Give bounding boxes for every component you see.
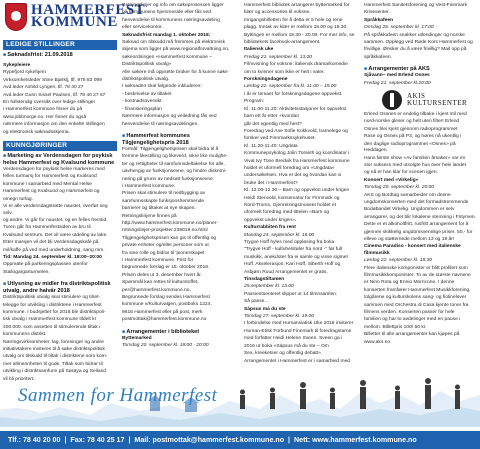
event-date: Lørdag 22. september kl. 18:30 bbox=[364, 258, 432, 264]
announcement-line: retningslinjer-prosjekter.238019.no.html bbox=[122, 228, 208, 234]
announcement-line: Begrunnede forslag sendes Hammerfest bbox=[122, 295, 210, 301]
section-heading-library: ■ Arrangementer i biblioteket bbox=[122, 329, 239, 336]
column-1 bbox=[3, 40, 117, 384]
event-line: undersøkelsen. Hva er det og hvordan kan vi bbox=[244, 173, 342, 179]
event-line: mellom. Billettpris 100/ 50 kr. bbox=[364, 324, 427, 330]
announcement-line: Retningslinjene finnes på bbox=[122, 213, 177, 219]
announcement-line: tisk utvalg i Hammerfest kommune tildelt kr bbox=[3, 317, 97, 323]
event-line: Hans første show «Av familien årsaker» var en bbox=[364, 155, 466, 161]
akis-logo bbox=[382, 90, 478, 110]
event-title[interactable]: Byttemarked bbox=[122, 335, 152, 341]
text-line: Hammerfest bibliotek arrangerer byttemarked for bbox=[244, 3, 350, 8]
event-line: Hoff. Akselerasjon: Kari Hoff, Siberth Hoff og bbox=[244, 262, 341, 268]
job-title[interactable]: Sykepleiere bbox=[3, 63, 31, 68]
job-detail-line: nærmere informasjon om den enkelte stillingen bbox=[3, 122, 105, 128]
announcement-line: utvalg om tilskudd til tiltak i distriktene som kom- bbox=[3, 354, 108, 360]
job-detail-line: www.jobbnorge.no. Her finner du også bbox=[3, 114, 87, 120]
footer-separator: | bbox=[128, 436, 131, 444]
event-line: I forbindelse med Humansiatisk Uke 2018 inviterer bbox=[244, 321, 354, 327]
announcement-line: 9616 Hammerfest eller på post, merk bbox=[122, 309, 203, 315]
event-line: På språkkafeen snakker utlendinger og norske bbox=[364, 32, 465, 38]
event-date: Torsdag 20. september kl. 18:00 - 20:00 bbox=[122, 343, 209, 349]
event-line: og nå er han klar for scenen igjen. bbox=[364, 170, 438, 176]
event-line: Asbjørn Ruud Arrangementet er gratis. bbox=[244, 269, 328, 275]
announcement-line: fremme likestilling og likeverd, sikre like mulighe- bbox=[122, 154, 228, 160]
event-line: Filmvisning for voksne: italiensk drama/komedie bbox=[244, 62, 348, 68]
announcement-title: ■ Marketing av Verdensdagen for psykisk helse Hammerfest og Kvalsund kommune bbox=[3, 153, 117, 167]
event-line: Rase og Osnes på P3, og høres nå ukentlig i bbox=[364, 134, 462, 140]
announcement-line: fra sine rolle og bidrar til 'pionerskapet bbox=[122, 250, 205, 256]
event-line: familien og har to avdelinger med en pause i bbox=[364, 317, 461, 323]
column-4 bbox=[364, 3, 478, 347]
event-line: muskikk, anekdoter fra ei samle og visse sigmet bbox=[244, 254, 348, 260]
contact-footer bbox=[0, 431, 480, 449]
announcement-line: Formål: Tilgjengelighetsprisen skal bidra til å bbox=[122, 146, 219, 152]
event-title[interactable]: Cinema Paradiso - konsert med italienske filmmusikk bbox=[364, 244, 461, 256]
footer-web[interactable]: Nett: www.hammerfest.kommune.no bbox=[294, 436, 417, 444]
logo-line-2: KOMMUNE bbox=[31, 14, 118, 30]
announcement-line: initiativtakere inviteres til å søke distriktspolitisk bbox=[3, 347, 105, 352]
announcement-line: Stallogargarturmelen. bbox=[3, 269, 50, 275]
announcement-line: nering på grunn av nedsatt funksjonsevne bbox=[122, 176, 213, 182]
announcement-line: Turen går fra Hammerfestsiden av bru til bbox=[3, 225, 91, 231]
event-date: Mandag 24. september kl. 18.00 bbox=[244, 232, 315, 238]
announcement-line: http://www.hammerfest.kommune.no/planer- bbox=[122, 220, 218, 226]
event-date: Torsdag 20. september kl. 20:00 bbox=[364, 185, 434, 191]
text-line: henvendelse til næringsavdelingen. bbox=[122, 121, 199, 127]
event-line: arrangører, og det blir lokalene stemning i Fritymen. bbox=[364, 214, 476, 220]
event-line: Kommunepsykolog Jolin Torseth og koordinator i bbox=[244, 151, 350, 157]
announcement-line: Prisen deles ut 3. desember hvert år. bbox=[122, 272, 202, 278]
event-line: sammen. Opplegg ved Røde Kors Hammerfest og bbox=[364, 40, 473, 46]
event-line: nord-norske gleser og helt uten filter! Erlend bbox=[364, 119, 460, 125]
event-line: elleve og støtternede mellom 13 og 19 år! bbox=[364, 236, 455, 242]
column-2 bbox=[122, 3, 239, 350]
event-line: Billetter til alle arrangementer kan kjøpes på bbox=[364, 332, 460, 338]
application-deadline: Søknadsfrist mandag 1. oktober 2018. bbox=[122, 32, 211, 38]
event-line: stor suksess med utsolgte hus over hele landet bbox=[364, 162, 466, 168]
event-line: Flere italienske komponister er blitt profilert som bbox=[364, 265, 468, 271]
event-line: Nord-Troms, Gjenreisingsmuseet holdet et bbox=[244, 202, 336, 208]
announcement-line: Etter marsjen vil det bli Verdensdagskafé på bbox=[3, 240, 99, 246]
job-detail-line: En fullstendig oversikt over ledige stillinger bbox=[3, 100, 96, 106]
event-date: Onsdag 26. september kl. 17:00 bbox=[364, 25, 434, 31]
event-date: Lørdag 22. september fra kl. 11.00 – 15.00 bbox=[244, 84, 337, 90]
event-line: Kl. 12.00-12.30 – Barn og oppvekst under krigen bbox=[244, 188, 350, 194]
event-line: er Nino Rota og Ennio Morricone. I denne bbox=[364, 280, 455, 286]
announcement-line: og andre. Vi går for naustet, og en felles fremtid. bbox=[3, 217, 108, 223]
text-line: på kommunens hjemmeside eller fås ved bbox=[122, 10, 211, 16]
event-title[interactable]: Tinsdagstiltamen bbox=[244, 277, 285, 283]
event-line: Kl. 11.20-11.40: Ungdata bbox=[244, 143, 298, 149]
text-line: klær og accessories til voksne. bbox=[244, 10, 311, 16]
event-line: Erlend Ossnes er endelig tilbake i kjent stil med bbox=[364, 112, 467, 118]
section-bar-announcements: KUNNGJØRINGER bbox=[3, 141, 117, 151]
akis-name-line1: AKIS bbox=[407, 92, 426, 101]
announcement-line: Verdensdagen for psykisk helse markeres med bbox=[3, 167, 105, 173]
text-line: bibliotekets facebook-arrangement. bbox=[244, 40, 321, 46]
event-date: Fredag 21. september kl.20:00 bbox=[364, 80, 431, 86]
announcement-line: Spørsmål kan rettes til kulturstoffet, bbox=[122, 280, 199, 286]
event-line: den daglige radioprogrammet «Osnes» på Heddagen. bbox=[364, 141, 456, 154]
announcement-line: Næringsvirksomheter, lag, foreninger og andre bbox=[3, 339, 104, 345]
text-line: distriktspolitisk utvalg. bbox=[122, 77, 170, 83]
announcement-line: per@hammerfest.kommune.no. bbox=[122, 287, 191, 293]
text-line: Distriktspolitisk utvalg» bbox=[122, 62, 172, 68]
text-line: - finansieringsplan bbox=[122, 106, 162, 112]
event-line: AKS og Bordtag samarbeider om denne bbox=[364, 192, 451, 198]
announcement-line: kommune i samarbeid med Mental Helse bbox=[3, 181, 92, 187]
text-line: I søknaden skal følgende inkluderes: bbox=[122, 84, 202, 90]
text-line: - beskrivelse av tiltaket bbox=[122, 91, 172, 97]
section-bar-vacancies: LEDIGE STILLINGER bbox=[3, 40, 117, 50]
announcement-line: Hammerfest og Kvalsund og Hammerfest og bbox=[3, 189, 100, 195]
event-line: oppvekst under krigen». bbox=[244, 217, 297, 223]
event-line: sammen med Orchestra di Casa kjente toner fra bbox=[364, 302, 469, 308]
announcement-title: ■ Utlysning av midler fra distriktspolitisk utvalg, andre halvår 2018 bbox=[3, 281, 117, 295]
job-detail-line: Avd.leder Ashild Lyngen, tlf. 78 40 27 bbox=[3, 85, 84, 91]
text-line: søkeordningen «Hammerfest kommune – bbox=[122, 54, 212, 60]
announcement-line: telegge for utvikling i distriktene i Hammerfest bbox=[3, 302, 102, 308]
footer-fax: Fax: 78 40 25 17 bbox=[70, 436, 125, 444]
event-line: Kl. 11.00-11.20: Aktivitetsstasjoner for oppvekst bbox=[244, 106, 347, 112]
announcement-title: ■ Hammerfest kommunes Tilgjengelighetspris 2018 bbox=[122, 133, 239, 147]
event-line: Vival Ivy Tone Bredvik fra Hammerfest kommune bbox=[244, 158, 350, 164]
job-detail-line: Rypefjord sykehjem bbox=[3, 70, 46, 76]
event-line: I år er temaet for forskningsdagene oppvekst. bbox=[244, 91, 343, 97]
event-title[interactable]: Kulturrabbiten fra rent bbox=[244, 225, 296, 231]
announcement-line: i Hammerfest kommune. Frist for bbox=[122, 258, 194, 263]
event-line: gjennen skikkelig ungdomsvennlige priser. 50,- for bbox=[364, 229, 473, 235]
announcement-line: omegn turlag. bbox=[3, 196, 33, 202]
announcement-line: postmottak@hammerfest.kommune.no bbox=[122, 317, 207, 323]
text-line: eller servicekontor. bbox=[122, 25, 163, 31]
announcement-line: samfunnsskapte funksjonshemmende bbox=[122, 198, 205, 204]
text-line: plagg. Inntak av klær er mellom 18.00 og 18.30. bbox=[244, 25, 348, 31]
event-title[interactable]: Sápsus má du ste bbox=[244, 306, 286, 312]
slogan: Sammen for Hammerfest bbox=[18, 385, 218, 406]
text-line: Krisesenter. bbox=[364, 10, 390, 16]
section-heading-aks: ■ Arrangementer på AKS bbox=[364, 66, 478, 73]
announcement-line: barrierer og tiltaket at nye skapes. bbox=[122, 206, 196, 212]
event-line: holdet et uformell foredrag om «Ungdata» bbox=[244, 165, 335, 171]
logo-line-1: HAMMERFEST bbox=[31, 2, 146, 18]
event-line: frivillige. Ønsker du å være frivillig? Mail opp på bbox=[364, 47, 467, 53]
announcement-date: Tid: Mandag 24. september kl. 18:00–20:00 bbox=[3, 254, 102, 260]
text-line: henvendelse til kommunens næringsavdeling bbox=[122, 17, 220, 23]
event-line: barn ett år etter +kvordan bbox=[244, 114, 300, 120]
announcement-line: 400.000. som avsettes til stimulerende tiltak i bbox=[3, 324, 101, 330]
text-line: Inngangsbilletten for å delta er 5 hele og rene bbox=[244, 17, 343, 23]
footer-mail[interactable]: Mail: postmottak@hammerfest.kommune.no bbox=[134, 436, 285, 444]
event-line: Human-Etisk Forbund Finnmark til foredragsturne bbox=[244, 328, 352, 334]
job-detail-line: i Hammerfest kommune finner du på bbox=[3, 107, 83, 113]
akis-name bbox=[407, 93, 467, 107]
application-deadline: ■ Søknadsfrist: 21.09.2018 bbox=[3, 52, 117, 59]
announcement-line: Tilgjengelighetsprisen kan gis til offentlig og bbox=[122, 235, 217, 241]
event-line: går det egentlig med hest? bbox=[244, 121, 302, 127]
announcement-line: uavhengig av funksjonsevne, og hindre diskrimi- bbox=[122, 169, 227, 175]
event-line: bruke det i Hammerfest? bbox=[244, 180, 298, 186]
announcement-line: private enheter og/eller personer som ut bbox=[122, 243, 209, 249]
announcement-line: vil bli prioritert. bbox=[3, 376, 35, 382]
announcement-line: kommune. I budsjettet for 2018 ble distriktspoli- bbox=[3, 309, 106, 315]
event-line: ungdomskonserten med det formadstremmende bbox=[364, 199, 469, 205]
announcement-line: felles turmarsj for Hammerfest og Kvalsund bbox=[3, 174, 97, 180]
event-title[interactable]: Sjåvann– med Erlend Osnes bbox=[364, 73, 430, 79]
announcement-line: kommune v/Kulturvalgen, postboks 1224, bbox=[122, 302, 212, 308]
job-detail-line: Avd.leder Gunn Sissel Paulsen, tlf. 78 40 27 67 bbox=[3, 92, 106, 98]
coat-of-arms-icon bbox=[5, 3, 27, 31]
announcement-line: mer allmennheten til gode. Tiltak som bidrar til bbox=[3, 361, 103, 367]
text-line: Alle søkere må oppsette bruker for å kunne søke bbox=[122, 69, 228, 75]
footer-phone[interactable]: Tlf.: 78 40 20 00 bbox=[8, 436, 61, 444]
event-line: Passientsenteret slipper ut 14 tilmnsamlen. bbox=[244, 291, 338, 297]
event-line: Heidi Stenvold, konservator for Finnmark og bbox=[244, 195, 340, 201]
announcement-line: kommunens distrikt. bbox=[3, 332, 47, 338]
event-line: konserten framfører Hammerfest Musikkforening, bbox=[364, 287, 471, 293]
event-title[interactable]: Italiensk uke bbox=[244, 47, 274, 53]
event-date: Torsdag 27. september kl. 19.00 bbox=[244, 314, 314, 320]
event-line: Osnes blei kjent gjennom radioprogrammet bbox=[364, 126, 458, 132]
event-title[interactable]: Forskningsdagene bbox=[244, 77, 288, 83]
event-line: språkkafeen. bbox=[364, 54, 393, 60]
announcement-line: Vi er alle verdensdagstrøtte naustet, overfør seg selv bbox=[3, 204, 108, 216]
event-line: Bodøbandet Virkelig. Ungdommen er selv bbox=[364, 207, 455, 213]
event-line: uformelt foredrag med tittelen «Barn og bbox=[244, 210, 330, 216]
event-date: 25.september kl. 13.00 bbox=[244, 284, 294, 290]
text-line: Byttingen er mellom 18.30 - 20.00. For mer info, se bbox=[244, 32, 355, 38]
announcement-line: utvikling i distriktsamfunn på Sørøya og Seiland bbox=[3, 369, 107, 375]
announcement-line: Oppmøte på parkeringsplassen utenfor bbox=[3, 262, 88, 268]
event-line: Sex, kreeketser og offentlig debatt». bbox=[244, 351, 323, 357]
event-line: "Trygve Hoff - kultuhelstøler fra nord -" før full bbox=[244, 247, 343, 253]
event-line: Foredrag ved Ane Sofie Kokkvold, barnelege og bbox=[244, 128, 348, 134]
akis-name-line2: KULTURSENTER bbox=[407, 99, 468, 108]
footer-separator: | bbox=[288, 436, 291, 444]
job-detail-line: og elektronisk søknadsskjema. bbox=[3, 129, 70, 135]
event-line: Trygve Hoff hyles med oppløsing fra boka bbox=[244, 240, 335, 245]
event-line: Arrangementet i Hammerfest er i samarbeid med bbox=[244, 358, 351, 364]
announcement-line: mil/kaffe på ved med underholdning, sang mm. bbox=[3, 247, 105, 253]
text-line: - kostnadsoversikt bbox=[122, 99, 162, 105]
event-title[interactable]: Konsert med «Virkelig» bbox=[364, 177, 419, 183]
event-title[interactable]: Språkkafeen bbox=[364, 17, 394, 23]
announcement-line: Kvalsund sentrum. Det vil være utdeling av lake. bbox=[3, 232, 108, 238]
event-line: filmens verden. Konserten passer for hele bbox=[364, 310, 455, 316]
job-detail-line: Virksomhetsleder Stine Bjørklj, tlf. 976 83 099 bbox=[3, 77, 102, 83]
event-line: forsker ved Finnmarkssykehuset. bbox=[244, 136, 316, 142]
akis-mark-icon bbox=[382, 90, 402, 110]
event-line: www.aks.no bbox=[364, 339, 391, 345]
announcement-line: begrunnede forslag er 15. oktober 2018. bbox=[122, 265, 210, 271]
event-line: 2016 ut boka «Sápsus må du ste – Om bbox=[244, 343, 329, 349]
event-line: Så passe... bbox=[244, 299, 269, 305]
text-line: Retningslinjer og info om søkeprosessen ligger bbox=[122, 3, 224, 8]
footer-separator: | bbox=[64, 436, 67, 444]
event-line: Program: bbox=[244, 99, 265, 105]
text-line: Søknad om tilskudd må fremmes på elektronisk bbox=[122, 40, 226, 46]
text-line: Nærmere informasjon og veiledning fås ved bbox=[122, 114, 217, 120]
text-line: Hammerfest Sanitetsforening og Vest-Finnmark bbox=[364, 3, 468, 8]
announcement-line: ter og rettigheter til samfunnsdeltakelse for alle, bbox=[122, 161, 225, 167]
event-line: om to kvinner som ikke er helt i vater. bbox=[244, 69, 325, 75]
announcement-line: Prisen skal stimulere til nedbygging av bbox=[122, 191, 206, 197]
column-3 bbox=[244, 3, 361, 366]
event-date: Fredag 21. september kl. 13.00 bbox=[244, 54, 312, 60]
event-line: filmmusikkkomponister. To av de største navnene bbox=[364, 273, 471, 278]
announcement-line: Distriktspolitisk utvalg skal stimulere og tilret- bbox=[3, 295, 101, 301]
event-line: med forfatter Heidi Helene Sveen. Sveen ga i bbox=[244, 336, 343, 342]
event-line: tolgårene og kulturskolens sang- og fiolinelever bbox=[364, 295, 467, 301]
text-line: skjema som ligger på www.regionalforvaltning.no, bbox=[122, 47, 230, 53]
announcement-line: i Hammerfest kommune. bbox=[122, 183, 176, 189]
event-line: Dette er et alkoholtfritt, rusfritt arrangement for å bbox=[364, 222, 469, 228]
